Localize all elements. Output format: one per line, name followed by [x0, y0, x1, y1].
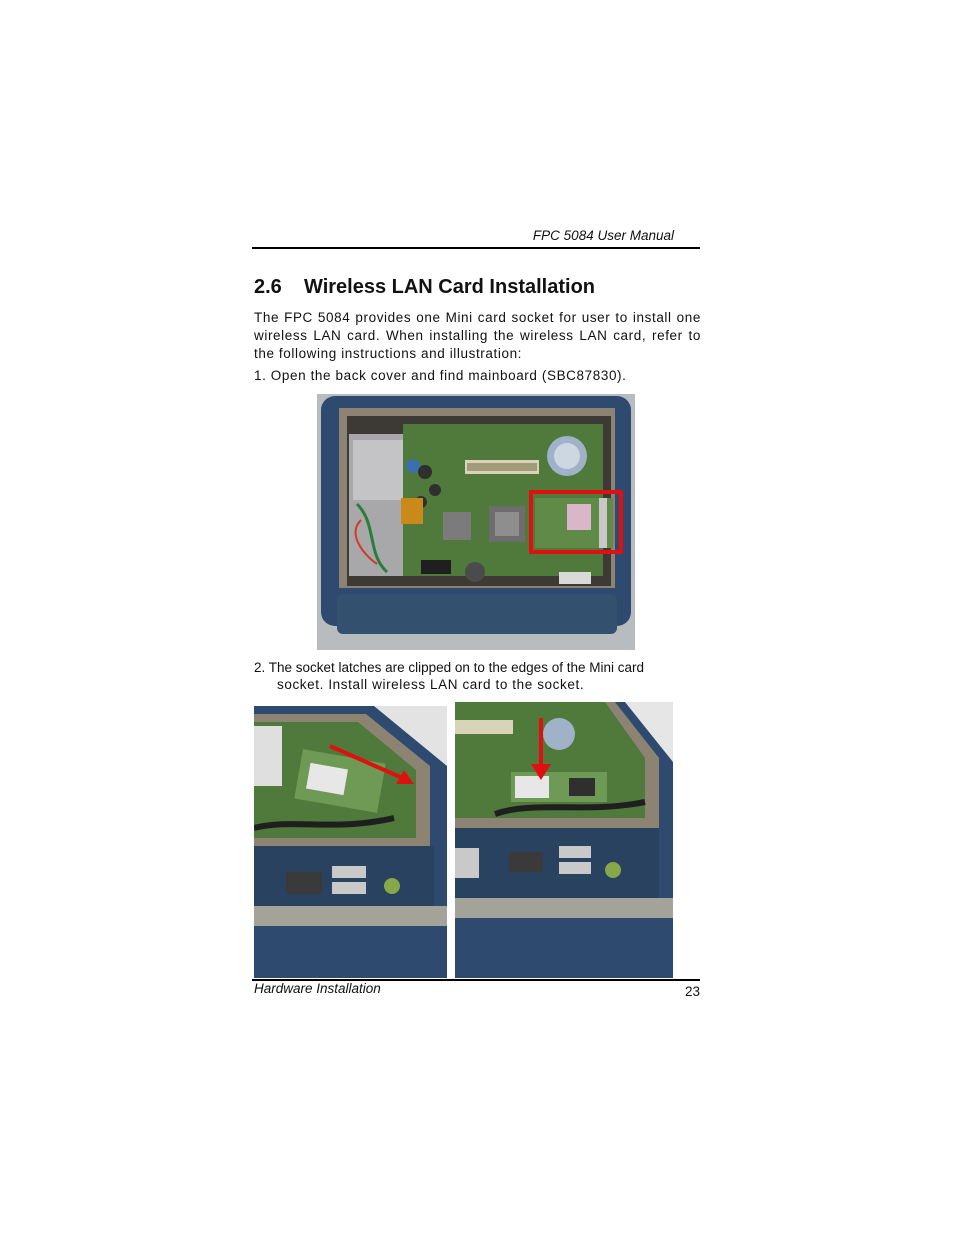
header-rule	[252, 247, 700, 249]
step-2-text-line-1: 2. The socket latches are clipped on to the edges of the Mini card	[254, 660, 644, 675]
step-1-text: 1. Open the back cover and find mainboard (SBC87830).	[254, 368, 627, 383]
page-number: 23	[684, 984, 700, 999]
card-insertion-photo	[254, 706, 447, 978]
section-title: Wireless LAN Card Installation	[304, 276, 595, 298]
section-heading	[254, 276, 595, 299]
step-2-text-line-2: socket. Install wireless LAN card to the socket.	[277, 677, 585, 692]
mainboard-photo	[317, 394, 635, 650]
intro-paragraph: The FPC 5084 provides one Mini card socket for user to install one wireless LAN card. When installing the wireless LAN card, refer to the following instructions and illustration:	[254, 310, 701, 361]
running-header: FPC 5084 User Manual	[532, 228, 674, 243]
section-number: 2.6	[254, 276, 282, 298]
card-installed-photo	[455, 702, 673, 978]
footer-chapter: Hardware Installation	[254, 981, 381, 996]
